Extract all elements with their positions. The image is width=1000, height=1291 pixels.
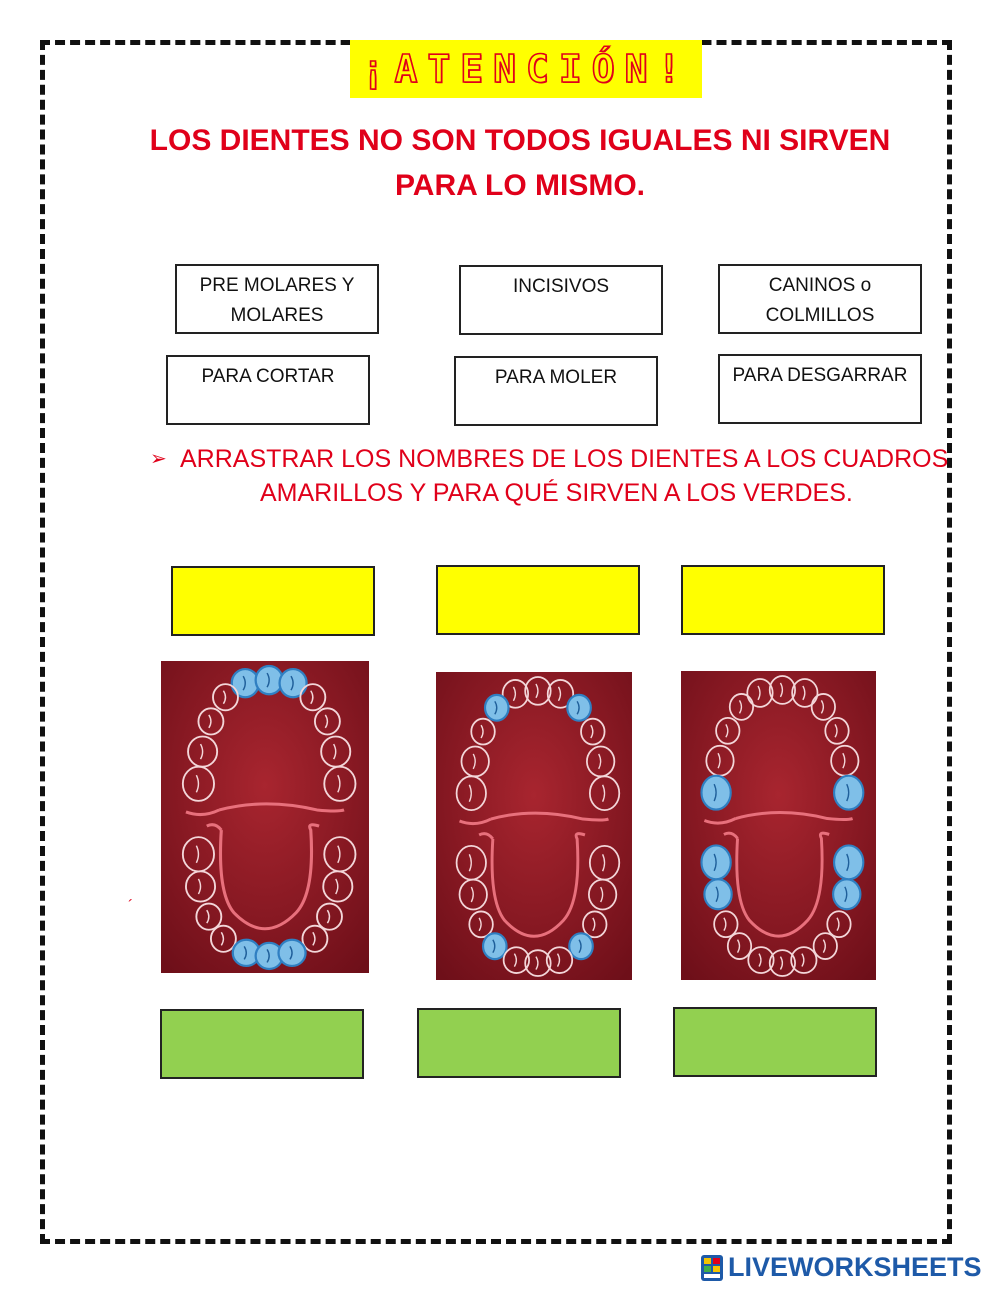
tooth-highlighted — [483, 933, 507, 959]
live-badge-text — [702, 1256, 715, 1262]
card-caninos-line-1: CANINOS o — [768, 275, 872, 296]
tooth-highlighted — [701, 845, 730, 879]
subtitle — [120, 118, 920, 208]
tooth-highlighted — [232, 669, 259, 697]
card-premolares-line-1: PRE MOLARES Y — [199, 275, 355, 296]
page-title: ¡ATENCIÓN! — [361, 47, 691, 91]
drop-box-green-2[interactable] — [417, 1008, 621, 1078]
liveworksheets-logo — [700, 1252, 982, 1283]
card-caninos-line-2: COLMILLOS — [765, 305, 875, 326]
card-caninos-colmillos[interactable] — [718, 264, 922, 334]
tooth-highlighted — [834, 845, 863, 879]
tooth-highlighted — [701, 776, 730, 810]
drop-box-yellow-2[interactable] — [436, 565, 640, 635]
drop-box-green-1[interactable] — [160, 1009, 364, 1079]
card-para-cortar[interactable] — [166, 355, 370, 425]
mouth-molars-svg — [681, 671, 876, 980]
tooth-highlighted — [280, 669, 307, 697]
drop-box-green-3[interactable] — [673, 1007, 877, 1077]
tooth-highlighted — [833, 879, 860, 909]
mouth-diagram-incisors — [161, 661, 369, 973]
tooth-highlighted — [485, 695, 509, 721]
bullet-arrow-icon: ➢ — [150, 448, 167, 470]
title-banner — [350, 40, 702, 98]
tooth-highlighted — [704, 879, 731, 909]
card-para-moler[interactable] — [454, 356, 658, 426]
subtitle-line-2: PARA LO MISMO. — [395, 169, 645, 202]
mouth-diagram-canines — [436, 672, 632, 980]
tooth-highlighted — [256, 666, 283, 694]
tooth-highlighted — [279, 940, 306, 966]
tooth-highlighted — [834, 776, 863, 810]
mouth-canines-svg — [436, 672, 632, 980]
tooth-highlighted — [567, 695, 591, 721]
brand-name: LIVEWORKSHEETS — [728, 1252, 982, 1282]
card-para-cortar-label: PARA CORTAR — [201, 366, 335, 387]
mouth-diagram-molars — [681, 671, 876, 980]
tooth-highlighted — [569, 933, 593, 959]
card-premolares-molares[interactable] — [175, 264, 379, 334]
instruction-line-1: ARRASTRAR LOS NOMBRES DE LOS DIENTES A LOS CUADROS — [180, 445, 949, 473]
subtitle-line-1: LOS DIENTES NO SON TODOS IGUALES NI SIRVEN — [149, 124, 891, 157]
card-para-desgarrar-label: PARA DESGARRAR — [732, 365, 908, 386]
card-para-moler-label: PARA MOLER — [494, 367, 618, 388]
drop-box-yellow-1[interactable] — [171, 566, 375, 636]
card-incisivos-label: INCISIVOS — [512, 276, 610, 297]
drop-box-yellow-3[interactable] — [681, 565, 885, 635]
stray-mark: ´ — [128, 898, 134, 915]
card-premolares-line-2: MOLARES — [230, 305, 324, 326]
instruction-line-2: AMARILLOS Y PARA QUÉ SIRVEN A LOS VERDES. — [260, 479, 853, 507]
card-para-desgarrar[interactable] — [718, 354, 922, 424]
card-incisivos[interactable] — [459, 265, 663, 335]
mouth-incisors-svg — [161, 661, 369, 973]
